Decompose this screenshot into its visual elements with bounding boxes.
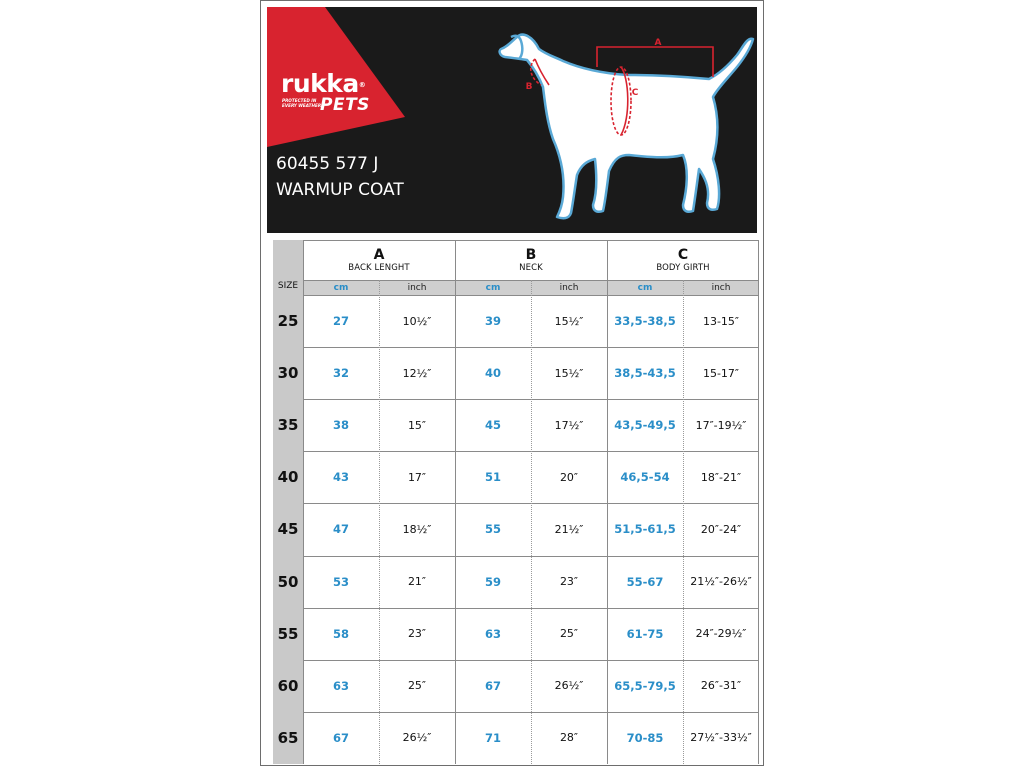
cell-b-in: 20″	[559, 470, 579, 484]
size-value: 35	[277, 416, 299, 435]
cell-b-cm: 67	[484, 678, 501, 693]
cell-c-in: 21½″-26½″	[690, 575, 752, 589]
size-label: SIZE	[277, 280, 299, 291]
cell-a-in: 18½″	[402, 522, 432, 536]
group-divider	[303, 240, 304, 764]
cell-c-in: 17″-19½″	[695, 418, 747, 432]
size-value: 60	[277, 676, 299, 695]
cell-a-in: 21″	[407, 575, 427, 589]
size-value: 55	[277, 624, 299, 643]
group-divider	[455, 240, 456, 764]
dog-silhouette-icon	[500, 35, 753, 219]
unit-label-inch: inch	[407, 282, 427, 293]
cell-c-in: 15-17″	[702, 366, 740, 380]
group-letter: C	[677, 247, 689, 263]
cell-a-cm: 43	[332, 470, 349, 485]
size-value: 45	[277, 520, 299, 539]
group-header-b	[455, 240, 607, 280]
cell-b-in: 25″	[559, 627, 579, 641]
group-title: BODY GIRTH	[656, 263, 710, 273]
unit-divider	[683, 280, 684, 764]
cell-a-in: 26½″	[402, 731, 432, 745]
cell-a-cm: 63	[332, 678, 349, 693]
brand-sub: PETS	[320, 95, 370, 115]
cell-c-cm: 46,5-54	[620, 470, 670, 485]
size-value: 65	[277, 728, 299, 747]
measure-a-label: A	[654, 38, 662, 48]
cell-b-in: 15½″	[554, 314, 584, 328]
size-value: 40	[277, 468, 299, 487]
group-divider	[758, 240, 759, 764]
unit-label-cm: cm	[485, 282, 501, 293]
cell-a-cm: 47	[332, 522, 349, 537]
cell-c-in: 18″-21″	[700, 470, 742, 484]
cell-a-in: 12½″	[402, 366, 432, 380]
cell-a-in: 17″	[407, 470, 427, 484]
group-letter: B	[525, 247, 537, 263]
cell-c-in: 13-15″	[702, 314, 740, 328]
unit-label-cm: cm	[637, 282, 653, 293]
cell-b-cm: 39	[484, 314, 501, 329]
size-value: 30	[277, 364, 299, 383]
group-title: BACK LENGHT	[348, 263, 410, 273]
size-chart-frame	[260, 0, 764, 766]
unit-divider	[379, 280, 380, 764]
unit-label-inch: inch	[711, 282, 731, 293]
cell-c-in: 24″-29½″	[695, 627, 747, 641]
cell-c-cm: 65,5-79,5	[614, 678, 676, 693]
group-title: NECK	[519, 263, 543, 273]
cell-c-in: 26″-31″	[700, 679, 742, 693]
cell-b-cm: 63	[484, 626, 501, 641]
cell-c-cm: 33,5-38,5	[614, 314, 676, 329]
brand-tagline: PROTECTED IN EVERY WEATHER	[282, 98, 322, 108]
cell-c-cm: 51,5-61,5	[614, 522, 676, 537]
cell-b-in: 23″	[559, 575, 579, 589]
group-letter: A	[373, 247, 385, 263]
cell-a-cm: 27	[332, 314, 349, 329]
unit-label-inch: inch	[559, 282, 579, 293]
cell-a-in: 25″	[407, 679, 427, 693]
cell-b-cm: 55	[484, 522, 501, 537]
cell-b-cm: 71	[484, 730, 501, 745]
cell-b-in: 26½″	[554, 679, 584, 693]
product-code: 60455 577 J	[276, 154, 379, 174]
brand-logo	[281, 69, 370, 115]
group-header-c	[607, 240, 759, 280]
cell-b-cm: 45	[484, 418, 501, 433]
cell-a-cm: 67	[332, 730, 349, 745]
brand-name: rukka	[281, 69, 359, 98]
size-table	[273, 240, 759, 764]
group-divider	[607, 240, 608, 764]
cell-a-cm: 53	[332, 574, 349, 589]
measure-b-label: B	[525, 82, 533, 92]
cell-b-in: 15½″	[554, 366, 584, 380]
cell-c-in: 20″-24″	[700, 522, 742, 536]
cell-c-cm: 38,5-43,5	[614, 366, 676, 381]
cell-a-in: 15″	[407, 418, 427, 432]
cell-c-cm: 61-75	[626, 626, 664, 641]
cell-b-in: 21½″	[554, 522, 584, 536]
cell-a-cm: 38	[332, 418, 349, 433]
cell-b-cm: 59	[484, 574, 501, 589]
cell-a-cm: 58	[332, 626, 349, 641]
cell-b-in: 17½″	[554, 418, 584, 432]
cell-a-in: 23″	[407, 627, 427, 641]
cell-a-in: 10½″	[402, 314, 432, 328]
product-name: WARMUP COAT	[276, 180, 404, 200]
size-value: 25	[277, 312, 299, 331]
cell-c-cm: 70-85	[626, 730, 664, 745]
header-divider	[303, 240, 759, 241]
measure-a-line	[597, 47, 713, 77]
unit-divider	[531, 280, 532, 764]
brand-registered-mark: ®	[358, 81, 366, 89]
header-panel	[267, 7, 757, 233]
unit-label-cm: cm	[333, 282, 349, 293]
cell-b-in: 28″	[559, 731, 579, 745]
cell-c-in: 27½″-33½″	[690, 731, 752, 745]
group-header-a	[303, 240, 455, 280]
dog-measurement-illustration	[497, 7, 757, 233]
measure-c-label: C	[631, 88, 639, 98]
cell-b-cm: 40	[484, 366, 501, 381]
size-value: 50	[277, 572, 299, 591]
cell-c-cm: 43,5-49,5	[614, 418, 676, 433]
cell-c-cm: 55-67	[626, 574, 664, 589]
cell-b-cm: 51	[484, 470, 501, 485]
cell-a-cm: 32	[332, 366, 349, 381]
